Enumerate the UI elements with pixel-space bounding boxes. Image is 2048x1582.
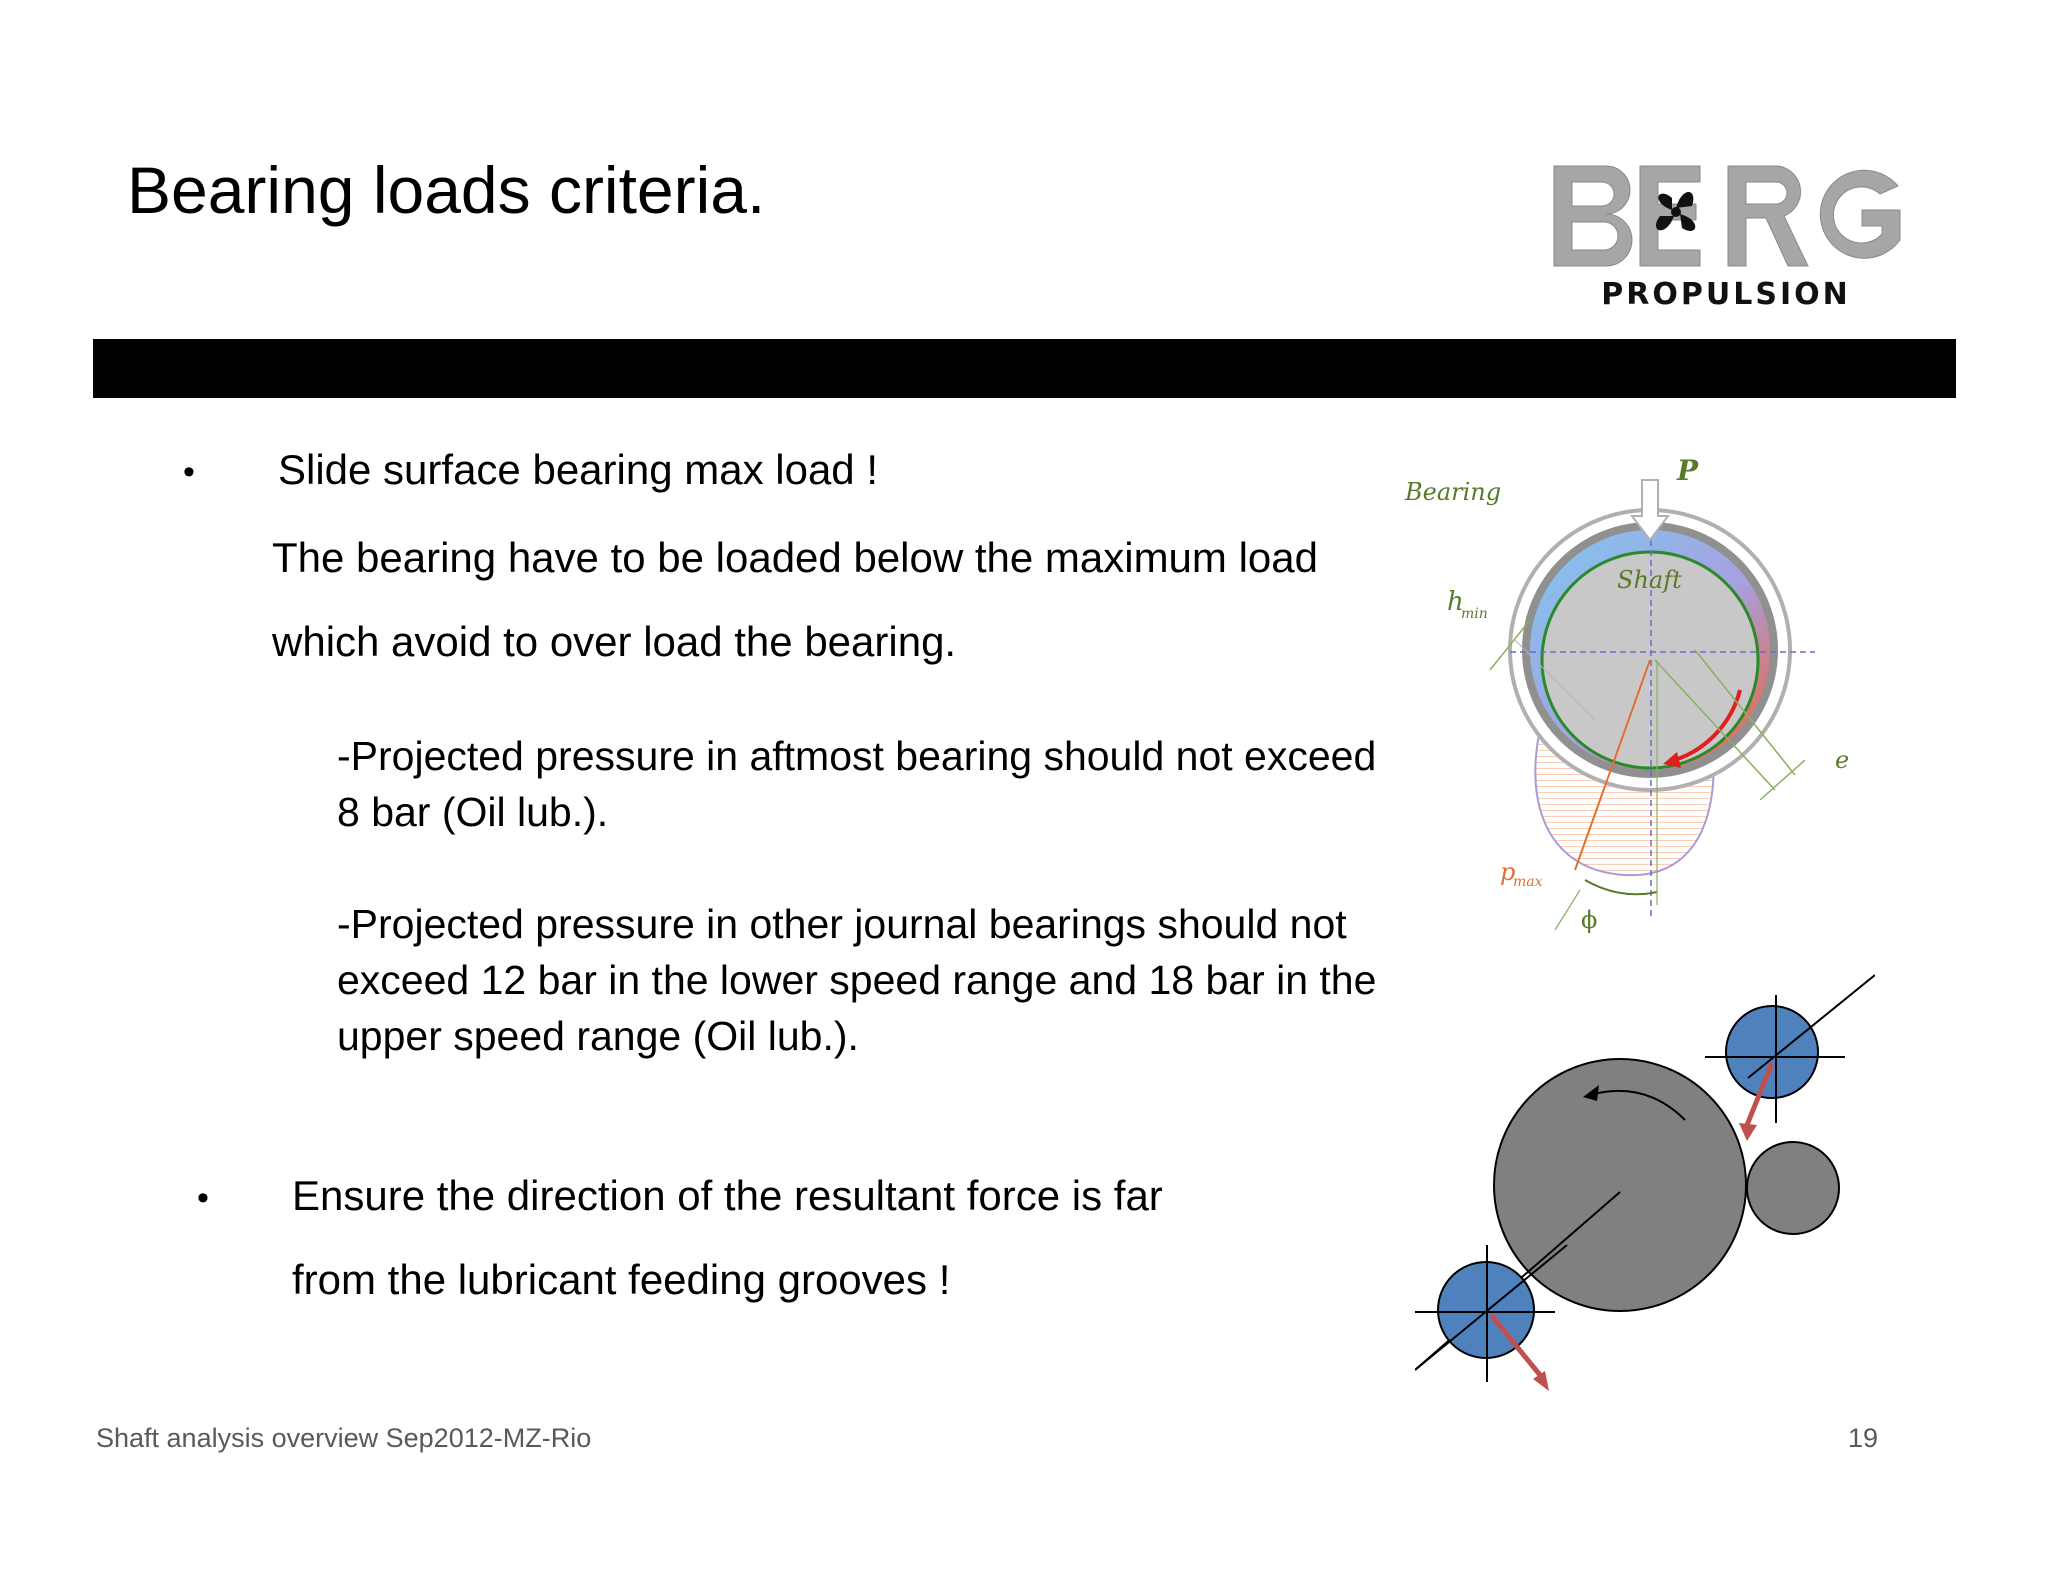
bullet-text-line: The bearing have to be loaded below the maximum load [272, 534, 1318, 581]
bullet-text-line: from the lubricant feeding grooves ! [292, 1256, 951, 1303]
svg-text:max: max [1513, 874, 1543, 890]
bullet-marker: • [183, 453, 195, 491]
svg-text:e: e [1835, 746, 1850, 774]
sub-item-line: -Projected pressure in aftmost bearing should not exceed [337, 733, 1377, 779]
svg-text:h: h [1447, 587, 1464, 617]
sub-item-line: upper speed range (Oil lub.). [337, 1013, 859, 1059]
slide-title: Bearing loads criteria. [127, 153, 766, 227]
sub-item-line: exceed 12 bar in the lower speed range and 18 bar in the [337, 957, 1377, 1003]
gear-force-diagram [1415, 955, 1875, 1400]
svg-text:Bearing: Bearing [1405, 478, 1502, 506]
footer-text: Shaft analysis overview Sep2012-MZ-Rio [96, 1423, 592, 1453]
svg-text:Shaft: Shaft [1617, 566, 1682, 594]
svg-text:P: P [1677, 454, 1699, 487]
svg-text:ϕ: ϕ [1581, 906, 1598, 934]
svg-text:PROPULSION: PROPULSION [1601, 277, 1851, 312]
svg-text:min: min [1461, 606, 1488, 622]
title-divider-bar [93, 339, 1956, 398]
bullet-heading: Slide surface bearing max load ! [278, 446, 878, 493]
sub-item-line: 8 bar (Oil lub.). [337, 789, 609, 835]
svg-text:p: p [1500, 858, 1516, 886]
bullet-text-line: which avoid to over load the bearing. [272, 618, 957, 665]
bearing-pressure-diagram [1395, 450, 1875, 950]
berg-propulsion-logo [1548, 156, 1904, 316]
page-number: 19 [1848, 1423, 1879, 1453]
sub-item-line: -Projected pressure in other journal bearings should not [337, 901, 1347, 947]
bullet-text-line: Ensure the direction of the resultant force is far [292, 1172, 1163, 1219]
bullet-marker: • [197, 1179, 209, 1217]
